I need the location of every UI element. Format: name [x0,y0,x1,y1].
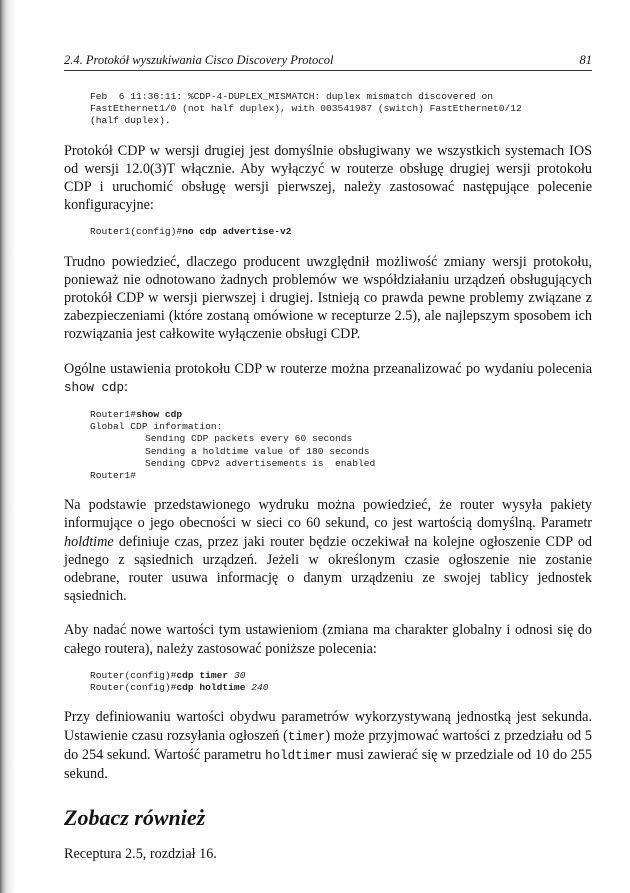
code-line: Router1# [90,470,137,482]
paragraph-show-cdp [64,360,592,397]
inline-code-holdtimer: holdtimer [265,748,333,763]
paragraph-text: Przy definiowaniu wartości obydwu parametrów wykorzystywaną jednostką jest sekunda. Ustawienie czasu rozsyłania ogłoszeń ( [64,709,592,744]
paragraph-text: definiuje czas, przez jaki router będzie oczekiwał na kolejne ogłoszenie CDP od jednego z sąsiednich urządzeń. Jeżeli w określonym czasie ogłoszenie nie zostanie odebrane, router usuwa informację o danym urządzeniu ze swojej tablicy jednostek sąsiednich. [64,533,593,605]
code-line: FastEthernet1/0 (not half duplex), with 003541987 (switch) FastEthernet0/12 [90,103,522,115]
code-block-show-cdp-output [90,409,592,482]
book-spine-shadow [0,0,16,893]
paragraph-text: musi zawierać się w przedziale od 10 do 255 sekund. [64,746,593,782]
code-prompt: Router1(config)# [90,226,183,238]
code-line: Sending a holdtime value of 180 seconds [145,445,370,457]
code-prompt: Router1# [90,409,137,421]
page-number: 81 [579,53,592,67]
code-block-duplex-log [90,91,592,128]
paragraph-version-change: Trudno powiedzieć, dlaczego producent uwzględnił możliwość zmiany wersji protokołu, ponieważ nie odnotowano żadnych problemów we współdziałaniu urządzeń obsługujących protokół CDP w wersji pierwszej i drugiej. Istnieją co prawda pewne problemy związane z zabezpieczeniami (które zostaną omówione w recepturze 2.5), ale najlepszym sposobem ich rozwiązania jest całkowite wyłączenie obsługi CDP. [64,253,592,343]
page [64,52,592,863]
paragraph-text: Ogólne ustawienia protokołu CDP w routerze można przeanalizować po wydaniu polecenia [64,360,592,377]
running-header [64,52,592,71]
code-block-no-cdp-advertise [90,226,592,238]
code-command: no cdp advertise-v2 [182,226,292,238]
code-prompt: Router(config)# [90,682,177,694]
paragraph-cdp-v2: Protokół CDP w wersji drugiej jest domyślnie obsługiwany we wszystkich systemach IOS od wersji 12.0(3)T włącznie. Aby wyłączyć w routerze obsługę drugiej wersji protokołu CDP i uruchomić obsługę wersji pierwszej, należy zastosować następujące polecenie konfiguracyjne: [64,142,592,214]
code-command: cdp holdtime [176,682,246,694]
code-line: (half duplex). [90,115,171,127]
term-holdtime: holdtime [64,533,114,550]
code-prompt: Router(config)# [90,669,177,681]
code-line: Sending CDPv2 advertisements is enabled [145,457,376,469]
paragraph-text: Na podstawie przedstawionego wydruku można powiedzieć, że router wysyła pakiety informujące o jego obecności w sieci co 60 sekund, co jest wartością domyślną. Parametr [64,497,592,532]
see-also-reference: Receptura 2.5, rozdział 16. [64,846,217,863]
code-line: Sending CDP packets every 60 seconds [145,433,353,445]
code-command: show cdp [136,409,183,421]
section-heading-see-also: Zobacz również [64,805,206,831]
paragraph-text: : [124,378,128,395]
paragraph-holdtime [64,496,592,605]
paragraph-set-values: Aby nadać nowe wartości tym ustawieniom (zmiana ma charakter globalny i odnosi się do całego routera), należy zastosować poniższe polecenia: [64,622,592,657]
code-argument: 240 [251,682,269,694]
code-command: cdp timer [176,669,229,681]
paragraph-units [64,708,592,783]
code-line: Global CDP information: [90,421,223,433]
paragraph-text: ) może przyjmować wartości z przedziału od 5 do 254 sekund. Wartość parametru [64,727,592,763]
code-block-cdp-timers [90,670,592,694]
inline-code-timer: timer [287,729,326,744]
code-argument: 30 [233,669,246,681]
inline-code-show-cdp: show cdp [64,380,125,395]
code-line: Feb 6 11:36:11: %CDP-4-DUPLEX_MISMATCH: duplex mismatch discovered on [90,91,494,102]
header-title: 2.4. Protokół wyszukiwania Cisco Discovery Protocol [64,53,334,67]
